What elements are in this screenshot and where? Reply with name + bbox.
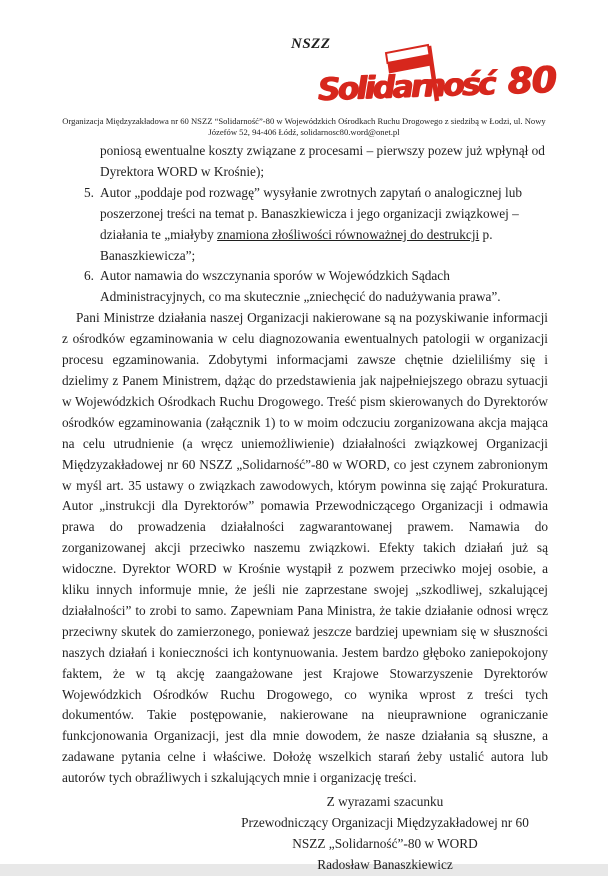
signature-title: Przewodniczący Organizacji Międzyzakładowej nr 60: [241, 815, 529, 830]
solidarnosc-80-logo: [317, 60, 556, 109]
letterhead-line-2: Józefów 52, 94-406 Łódź, solidarnosc80.word@onet.pl: [208, 126, 400, 137]
list-item-5-text: [100, 183, 548, 267]
main-paragraph: Pani Ministrze działania naszej Organizacji nakierowane są na pozyskiwanie informacji z ośrodków egzaminowania w celu diagnozowania ewentualnych patologii w organizacji procesu egzaminowania. Zdobytymi informacjami zawsze chętnie dzieliliśmy się i dzielimy z Panem Ministrem, dążąc do przedstawienia jak najpełniejszego obrazu sytuacji w Wojewódzkich Ośrodkach Ruchu Drogowego. Treść pism skierowanych do Dyrektorów ośrodków egzaminowania (załącznik 1) to w moim odczuciu zorganizowana akcja mająca na celu utrudnienie (a wręcz uniemożliwienie) działalności związkowej Organizacji Międzyzakładowej nr 60 NSZZ „Solidarność”-80 w WORD, co jest czynem zabronionym w myśl art. 35 ustawy o związkach zawodowych, którym powinna się zająć Prokuratura. Autor „instrukcji dla Dyrektorów” pomawia Przewodniczącego Organizacji i odmawia prawa do prowadzenia działalności zagwarantowanej prawem. Namawia do zorganizowanej akcji przeciwko naszemu związkowi. Efekty takich działań już są widoczne. Dyrektor WORD w Krośnie wystąpił z pozwem przeciwko mojej osobie, a kliku innych informuje mnie, że jeśli nie zaprzestane swojej „szkodliwej, szkalującej działalności” to zrobi to samo. Zapewniam Pana Ministra, że takie działanie odnosi wręcz przeciwny skutek do zamierzonego, ponieważ jeszcze bardziej upewniam się w słuszności naszych działań i konieczności ich kontynuowania. Jestem bardzo głęboko zaniepokojony faktem, że w tą akcję zaangażowane jest Krajowe Stowarzyszenie Dyrektorów Wojewódzkich Ośrodków Ruchu Drogowego, co wynika wprost z treści tych dokumentów. Takie postępowanie, nakierowane na nieuprawnione ograniczanie funkcjonowania Organizacji, jest dla mnie dowodem, że nasze działania są słuszne, a zadawane pytania celne i właściwe. Dołożę wszelkich starań żeby ustalić autora lub autorów tych obraźliwych i szkalujących mnie i organizację treści.: [62, 310, 548, 786]
list-item-5-text-after: p. Banaszkiewicza”;: [100, 226, 493, 263]
logo-number: 80: [507, 59, 557, 103]
signature-name: Radosław Banaszkiewicz: [317, 856, 453, 872]
list-item-6-number: 6.: [84, 268, 94, 284]
list-item-6-text: Autor namawia do wszczynania sporów w Wojewódzkich Sądach Administracyjnych, co ma skutecznie „zniechęcić do nadużywania prawa”.: [100, 268, 501, 305]
letterhead: [0, 116, 608, 137]
signature-block: [222, 792, 548, 876]
list-item-5-number: 5.: [84, 184, 94, 200]
org-abbr-label: NSZZ: [291, 36, 331, 52]
signature-organization: NSZZ „Solidarność”-80 w WORD: [292, 835, 478, 851]
list-item-5: [62, 183, 548, 267]
list-item-5-text-before: Autor „poddaje pod rozwagę” wysyłanie zwrotnych zapytań o analogicznej lub poszerzonej treści na temat p. Banaszkiewicza i jego organizacji związkowej – działania te „miałyby: [100, 184, 523, 242]
list-item-5-underlined-phrase: znamiona złośliwości równoważnej do destrukcji: [217, 226, 480, 242]
signature-closing: Z wyrazami szacunku: [326, 794, 444, 810]
letter-body: [62, 141, 548, 876]
list-item-6: [62, 266, 548, 308]
letterhead-line-1: Organizacja Międzyzakładowa nr 60 NSZZ “Solidarność”-80 w Wojewódzkich Ośrodkach Ruchu Drogowego z siedzibą w Łodzi, ul. Nowy: [62, 116, 546, 126]
logo-wordmark: Solidarność: [317, 66, 495, 109]
list-item-4-continuation: poniosą ewentualne koszty związane z procesami – pierwszy pozew już wpłynął od Dyrektora WORD w Krośnie);: [100, 143, 545, 179]
